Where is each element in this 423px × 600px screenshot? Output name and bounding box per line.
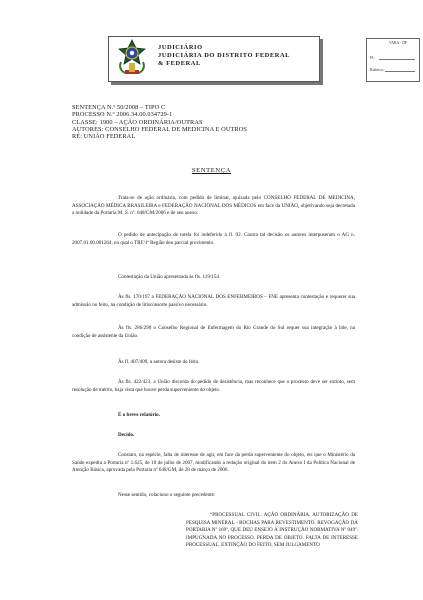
paragraph-1: Trata-se de ação ordinária, com pedido de liminar, ajuizada pelo CONSELHO FEDERAL DE MEDICINA, ASSOCIAÇÃO MÉDICA BRASILEIRA e FEDERAÇÃO NACIONAL DOS MÉDICOS em face da UNIÃO, objetivando seja decretada a nulidade da Portaria M. S. nº. 648/GM/2006 e de seu anexo. — [72, 195, 355, 217]
header-line-3: & FEDERAL — [158, 60, 201, 68]
case-metadata — [72, 104, 247, 140]
paragraph-11: Nesse sentido, colaciono o seguinte precedente: — [118, 492, 216, 498]
paragraph-2: O pedido de antecipação de tutela foi indeferido à fl. 92. Contra tal decisão os autores interpuseram o AG n. 2007.01.00.001264, no qual o TRF/1ª Região deu parcial provimento. — [72, 232, 355, 246]
case-class: CLASSE: 1900 – AÇÃO ORDINÁRIA/OUTRAS — [72, 118, 203, 126]
paragraph-3: Contestação da União apresentada às fls. 119/154. — [118, 274, 221, 280]
paragraph-4: Às fls. 170/197 a FEDERAÇÃO NACIONAL DOS ENFERMEIROS – FNE apresenta contestação e requerer sua admissão no feito, na condição de litisconsorte passivo necessário. — [72, 294, 355, 308]
paragraph-7: Às fls. 422/423, a União discorda do pedido de desistência, mas reconhece que o processo deve ser extinto, sem resolução de mérito, haja vista que houve perda superveniente do objeto. — [72, 379, 355, 393]
page-stamp — [366, 38, 420, 82]
sentence-number: SENTENÇA N.º 50/2008 – TIPO C — [72, 104, 166, 111]
paragraph-9: Decido. — [118, 432, 135, 438]
quoted-precedent: “PROCESSUAL CIVIL. AÇÃO ORDINÁRIA. AUTORIZAÇÃO DE PESQUISA MINERAL - ROCHAS PARA REVESTIMENTO. REVOGAÇÃO DA PORTARIA Nº 169º, QUE DEU ENSEJO À INSTRUÇÃO NORMATIVA Nº 049º. IMPUGNADA NO PROCESSO. PERDA DE OBJETO. FALTA DE INTERESSE PROCESSUAL. EXTINÇÃO DO FEITO, SEM JULGAMENTO — [186, 512, 358, 549]
coat-of-arms-icon — [114, 38, 150, 78]
stamp-rubrica-rule — [385, 71, 415, 72]
stamp-rubrica-label: Rubrica: — [370, 67, 384, 72]
header-line-1: JUDICIÁRIO — [158, 44, 203, 51]
stamp-fl-rule — [379, 59, 415, 60]
page-title: SENTENÇA — [191, 167, 232, 174]
court-header-text — [158, 44, 290, 69]
plaintiffs: AUTORES: CONSELHO FEDERAL DE MEDICINA E OUTROS — [72, 125, 247, 133]
paragraph-8: É o breve relatório. — [118, 412, 160, 418]
header-line-2: JUDICIÁRIA DO DISTRITO FEDERAL — [158, 52, 291, 60]
stamp-title: VARA - DF — [389, 41, 408, 45]
paragraph-10: Constato, na espécie, falta de interesse de agir, em face da perda superveniente do objeto, eis que o Ministério da Saúde expediu a Portaria nº 1.625, de 10 de julho de 2007, modificando a redação original do item 2 do Anexo I da Política Nacional de Atenção Básica, aprovada pela Portaria nº 648/GM, de 28 de março de 2006. — [72, 452, 355, 474]
stamp-fl-label: Fl.: — [370, 55, 376, 60]
process-number: PROCESSO N.º 2006.34.00.034729-1 — [72, 111, 173, 119]
defendant: RÉ: UNIÃO FEDERAL — [72, 133, 136, 141]
paragraph-6: Às fl. 407/409, a autora desiste do feito. — [118, 359, 200, 365]
paragraph-5: Às fls. 286/290 o Conselho Regional de Enfermagem do Rio Grande do Sul requer sua integração à lide, na condição de assistente da União. — [72, 325, 355, 339]
